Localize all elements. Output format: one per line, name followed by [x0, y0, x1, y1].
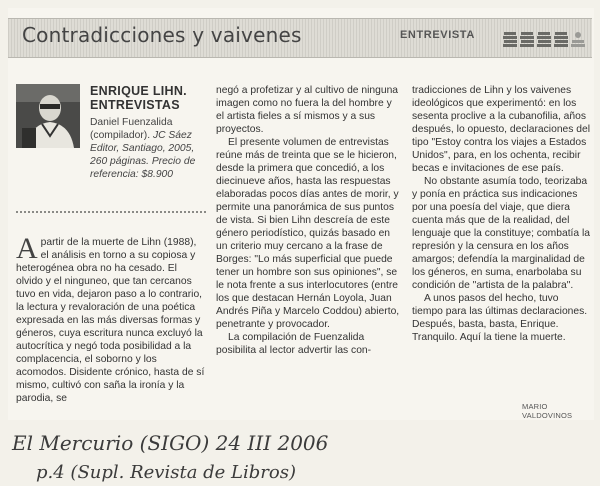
column-2-paragraph-1: negó a profetizar y al cultivo de ninguna imagen como no fuera la del hombre y el artista fieles a sí mismos y a sus proyectos.	[216, 85, 399, 135]
section-header	[8, 18, 592, 58]
book-meta	[90, 116, 208, 181]
book-editor-role: (compilador).	[90, 130, 151, 141]
book-stack-rating-icon	[502, 26, 592, 50]
book-publisher: JC Sáez	[152, 130, 192, 141]
book-title-line-1: ENRIQUE LIHN.	[90, 84, 187, 98]
book-title	[90, 84, 202, 112]
book-title-line-2: ENTREVISTAS	[90, 98, 180, 112]
article-column-2	[216, 84, 402, 357]
book-meta-line: Editor, Santiago, 2005, 260 páginas. Precio de referencia: $8.900	[90, 143, 196, 180]
handwritten-note-line-2: p.4 (Supl. Revista de Libros)	[36, 462, 296, 483]
column-3-paragraph-1: tradicciones de Lihn y los vaivenes ideológicos que experimentó: en los sesenta proclive a la cubanofilia, años después, lo opuesto, declaraciones del tipo "Estoy contra los viajes a Estados Unidos", para, en los ochenta, recibir becas e invitaciones de ese país.	[412, 85, 591, 174]
handwritten-note-line-1: El Mercurio (SIGO) 24 III 2006	[12, 431, 329, 455]
column-3-paragraph-2: No obstante asumía todo, teorizaba y ponía en práctica sus indicaciones por una poesía del viaje, que diera cuenta más que de la realidad, del lenguaje que la constituye; combatía la represión y la censura en los años amargos; defendía la marginalidad de los géneros, en suma, enarbolaba su condición de "artista de la palabra".	[412, 176, 591, 291]
article-column-1	[16, 232, 206, 405]
section-title: Contradicciones y vaivenes	[22, 23, 302, 47]
article-column-3	[412, 84, 592, 344]
column-2-paragraph-3: La compilación de Fuenzalida posibilita al lector advertir las con-	[216, 332, 372, 356]
section-tag: ENTREVISTA	[400, 29, 475, 41]
column-2-paragraph-2: El presente volumen de entrevistas reúne más de treinta que se le hicieron, desde la primera que concedió, a los diecinueve años, hasta las respuestas elaboradas pocos días antes de morir, y permite una panorámica de sus puntos de vista. Si bien Lihn descreía de este género periodístico, quizás basado en un criterio muy cercano a la frase de Borges: "Lo más superficial que puede tener un hombre son sus opiniones", se le nota frente a sus interlocutores (entre los que destacan Hernán Loyola, Juan Andrés Piña y Marcelo Coddou) abierto, penetrante y provocador.	[216, 137, 400, 330]
byline: MARIO VALDOVINOS	[522, 402, 573, 420]
divider	[16, 211, 206, 213]
drop-cap: A	[16, 232, 38, 265]
author-photo	[16, 84, 80, 148]
column-1-text: partir de la muerte de Lihn (1988), el análisis en torno a su copiosa y heterogénea obra no ha cesado. El olvido y el ninguneo, que tan cercanos tuvo en vida, dejaron paso a lo contrario, la lectura y revaloración de una poética expresada en las más diversas formas y géneros, cuya escritura nunca excluyó la autocrítica y negó toda posibilidad a la complacencia, el soborno y los acomodos. Disidente crónico, hasta de sí mismo, cultivó con saña la ironía y la parodia, se	[16, 237, 205, 404]
book-editor: Daniel Fuenzalida	[90, 117, 173, 128]
handwritten-note	[0, 426, 600, 486]
column-3-paragraph-3: A unos pasos del hecho, tuvo tiempo para las últimas declaraciones. Después, basta, basta, Enrique. Tranquilo. Aquí la tiene la muerte.	[412, 293, 588, 343]
